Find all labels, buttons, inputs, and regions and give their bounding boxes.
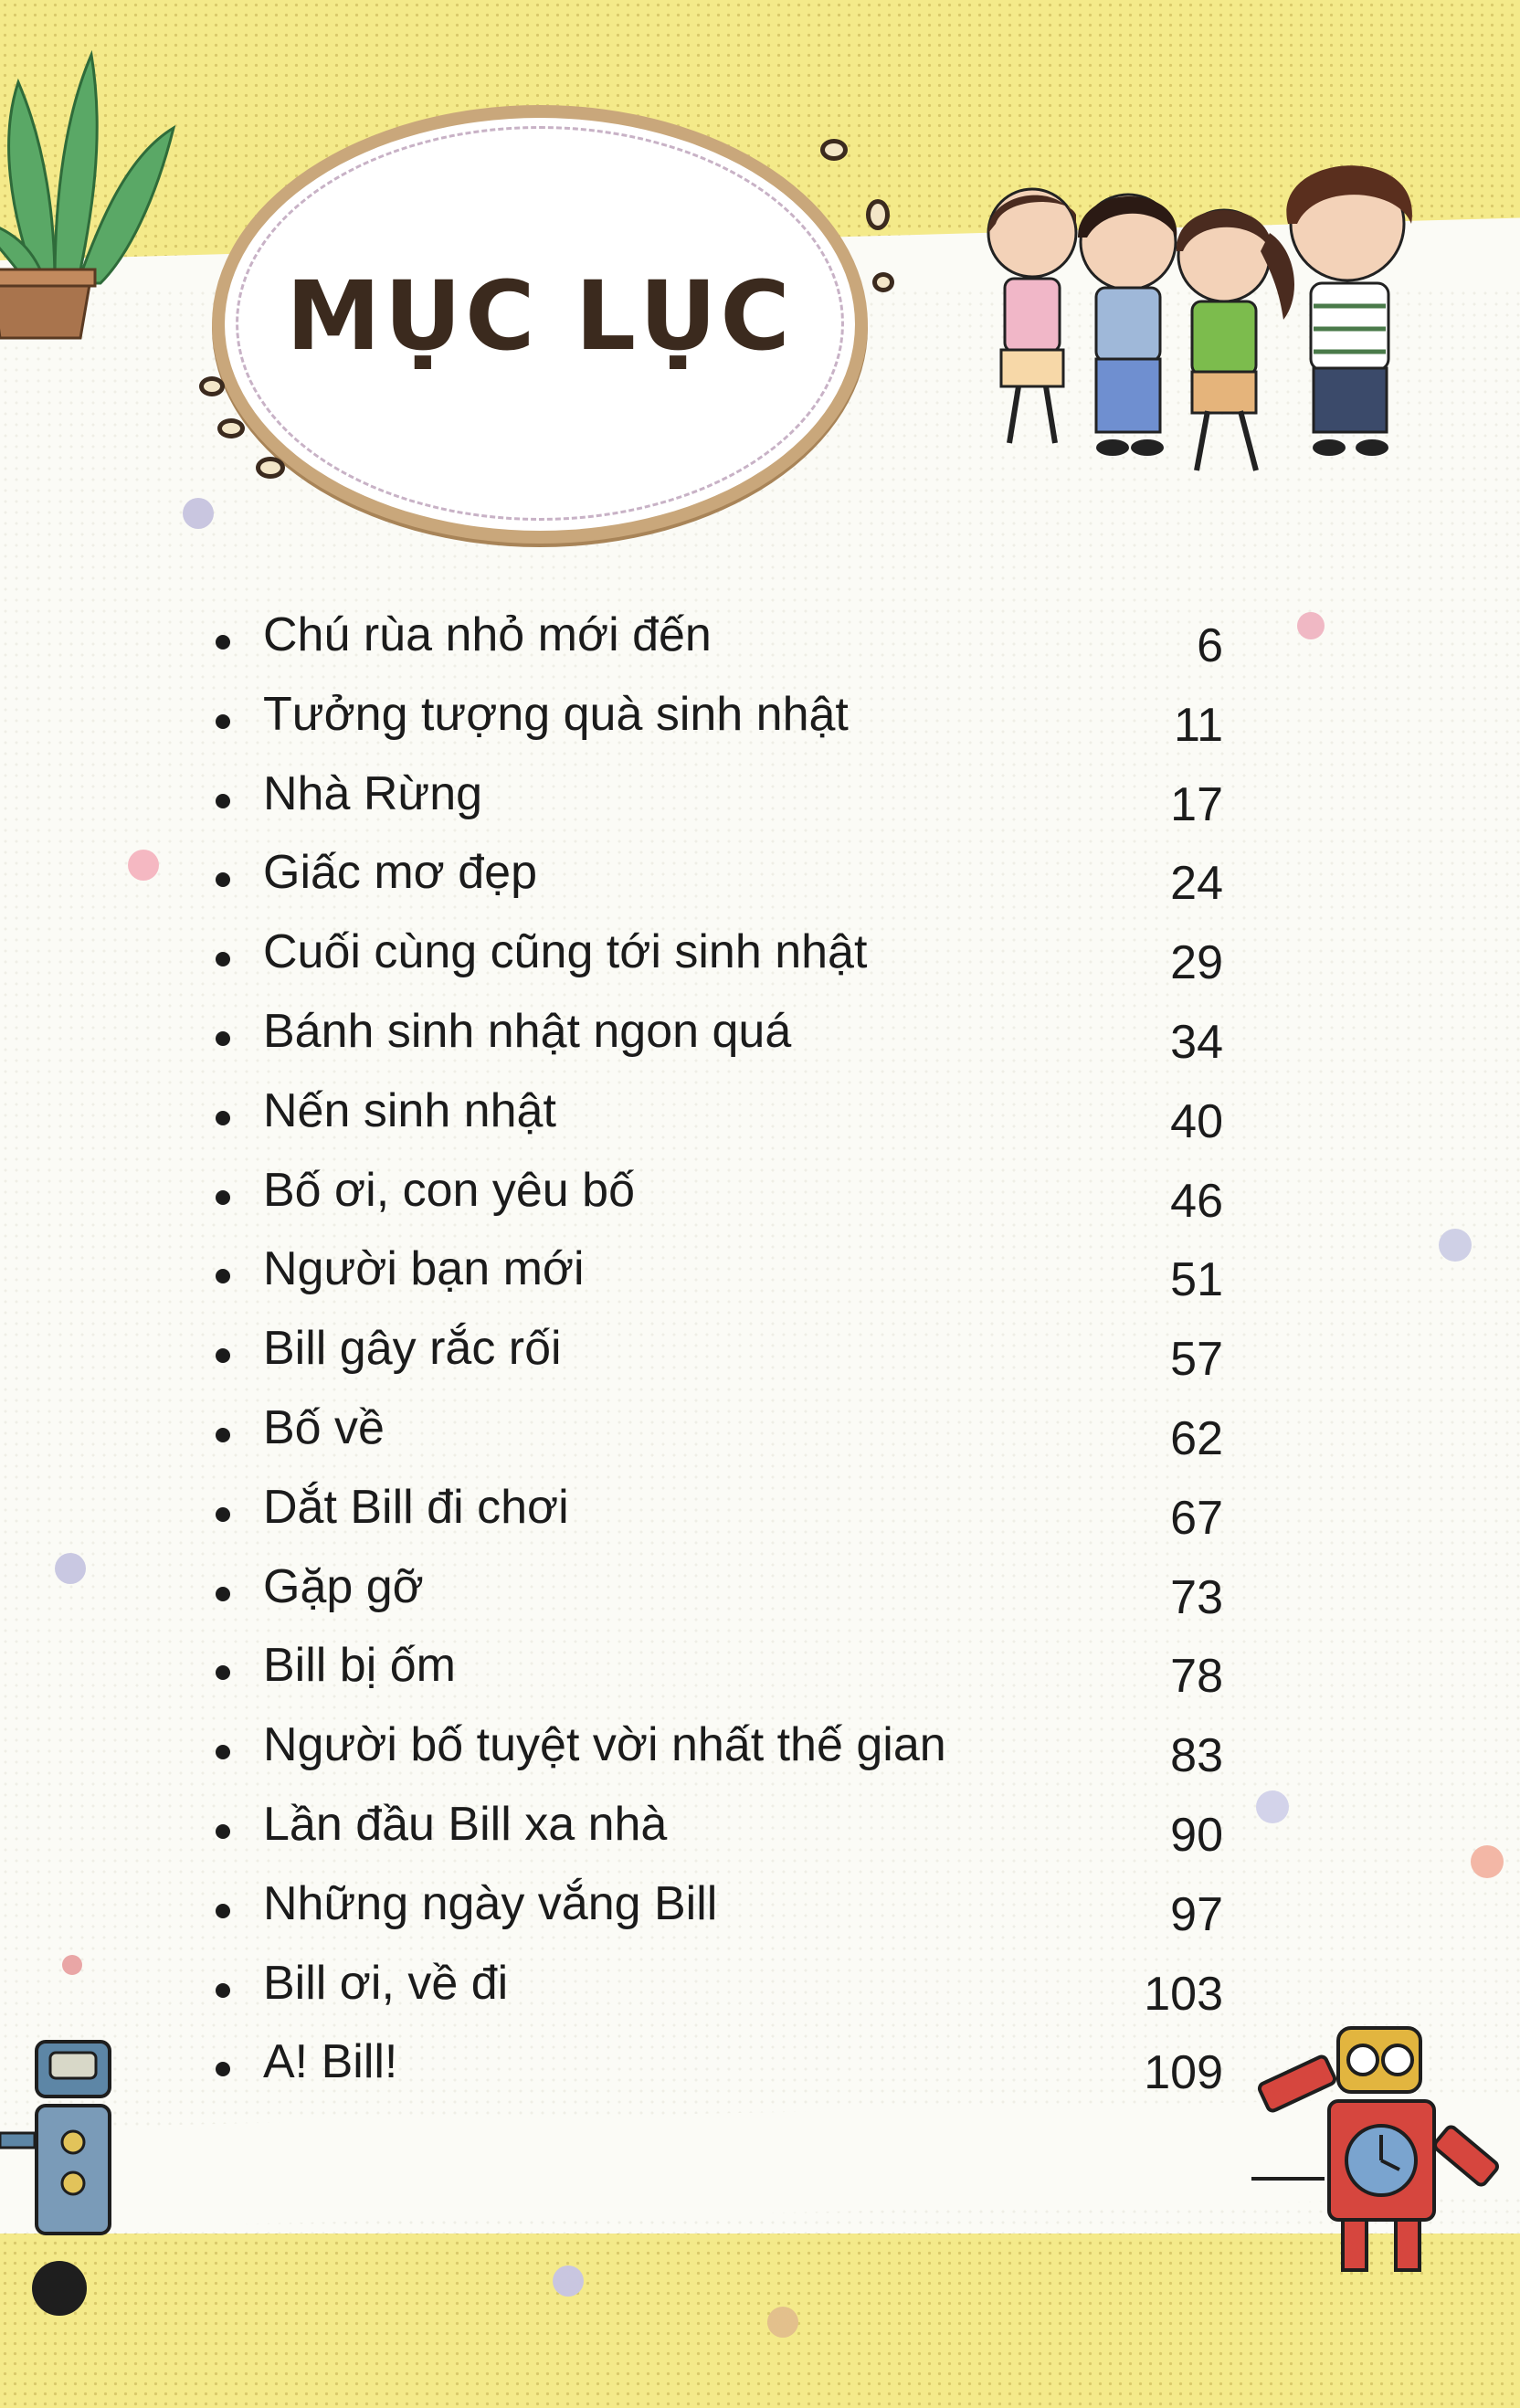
bullet-icon [216,1904,230,1918]
toc-entry-title: Lần đầu Bill xa nhà [263,1797,668,1851]
toc-entry-page: 17 [1170,777,1223,831]
toc-entry-page: 6 [1197,619,1223,672]
decor-ring [872,272,894,292]
toc-entry-title: Chú rùa nhỏ mới đến [263,608,712,661]
toc-entry-title: Người bạn mới [263,1242,585,1296]
toc-entry[interactable] [0,678,1520,757]
bullet-icon [216,1111,230,1125]
bullet-icon [216,952,230,966]
four-children-walking-illustration [968,132,1462,507]
toc-entry-page: 57 [1170,1333,1223,1387]
toc-entry[interactable] [0,995,1520,1074]
toc-entry-page: 62 [1170,1411,1223,1465]
toc-entry-title: Nhà Rừng [263,766,483,820]
toc-entry[interactable] [0,1154,1520,1233]
toc-entry[interactable] [0,836,1520,915]
toc-entry[interactable] [0,915,1520,995]
toc-entry-page: 109 [1144,2046,1223,2100]
toc-entry[interactable] [0,1708,1520,1788]
toc-entry-page: 46 [1170,1174,1223,1228]
toc-entry-page: 103 [1144,1967,1223,2021]
red-robot-illustration [1251,2005,1516,2316]
toc-entry[interactable] [0,1867,1520,1947]
toc-entry-title: Nến sinh nhật [263,1083,556,1137]
blue-robot-illustration [0,2033,128,2325]
toc-entry-title: Dắt Bill đi chơi [263,1480,569,1534]
toc-entry-page: 90 [1170,1808,1223,1862]
toc-entry[interactable] [0,1232,1520,1312]
toc-entry-page: 40 [1170,1094,1223,1148]
toc-entry-page: 73 [1170,1570,1223,1624]
decor-ring [217,418,245,438]
toc-entry-title: Bill bị ốm [263,1639,456,1693]
toc-entry[interactable] [0,598,1520,678]
toc-entry[interactable] [0,1788,1520,1867]
toc-entry[interactable] [0,1312,1520,1391]
bullet-icon [216,635,230,650]
bullet-icon [216,1031,230,1046]
decor-ring [820,139,848,161]
toc-entry-title: Gặp gỡ [263,1559,424,1613]
decor-ring [199,376,225,396]
toc-entry-page: 78 [1170,1650,1223,1704]
toc-entry-page: 29 [1170,936,1223,990]
decor-ring [256,457,285,479]
toc-entry-page: 24 [1170,857,1223,911]
toc-entry-title: Những ngày vắng Bill [263,1876,718,1930]
toc-entry[interactable] [0,757,1520,837]
toc-entry-title: A! Bill! [263,2035,398,2089]
toc-entry-title: Bố ơi, con yêu bố [263,1163,636,1217]
toc-entry[interactable] [0,1629,1520,1708]
bullet-icon [216,1745,230,1759]
toc-entry-title: Giấc mơ đẹp [263,846,537,900]
toc-entry-title: Bố về [263,1400,385,1454]
toc-entry[interactable] [0,1471,1520,1550]
bullet-icon [216,1507,230,1522]
table-of-contents [0,598,1520,2105]
toc-entry[interactable] [0,1074,1520,1154]
toc-entry-page: 97 [1170,1887,1223,1941]
toc-entry-page: 83 [1170,1729,1223,1783]
toc-entry-page: 34 [1170,1015,1223,1069]
bullet-icon [216,2062,230,2076]
decor-dot [183,498,214,529]
bullet-icon [216,1348,230,1363]
toc-entry[interactable] [0,1391,1520,1471]
bullet-icon [216,1190,230,1205]
toc-entry-title: Bánh sinh nhật ngon quá [263,1004,792,1058]
toc-entry-title: Người bố tuyệt vời nhất thế gian [263,1718,946,1772]
decor-dot [553,2265,584,2297]
potted-plant-illustration [0,46,183,347]
toc-entry-title: Bill ơi, về đi [263,1956,509,2010]
bullet-icon [216,714,230,729]
bullet-icon [216,872,230,887]
bullet-icon [216,1983,230,1998]
toc-entry-page: 67 [1170,1491,1223,1545]
toc-entry-title: Tưởng tượng quà sinh nhật [263,687,849,741]
toc-entry-title: Bill gây rắc rối [263,1322,562,1376]
bullet-icon [216,1665,230,1680]
bullet-icon [216,1269,230,1283]
decor-ring [866,199,890,230]
toc-entry-title: Cuối cùng cũng tới sinh nhật [263,925,868,979]
toc-entry[interactable] [0,1550,1520,1630]
decor-dot [767,2307,798,2338]
bullet-icon [216,1587,230,1601]
bullet-icon [216,794,230,808]
bullet-icon [216,1428,230,1442]
bullet-icon [216,1824,230,1839]
page-title: MỤC LỤC [286,260,794,372]
toc-entry-page: 11 [1174,698,1223,752]
toc-entry-page: 51 [1170,1253,1223,1307]
